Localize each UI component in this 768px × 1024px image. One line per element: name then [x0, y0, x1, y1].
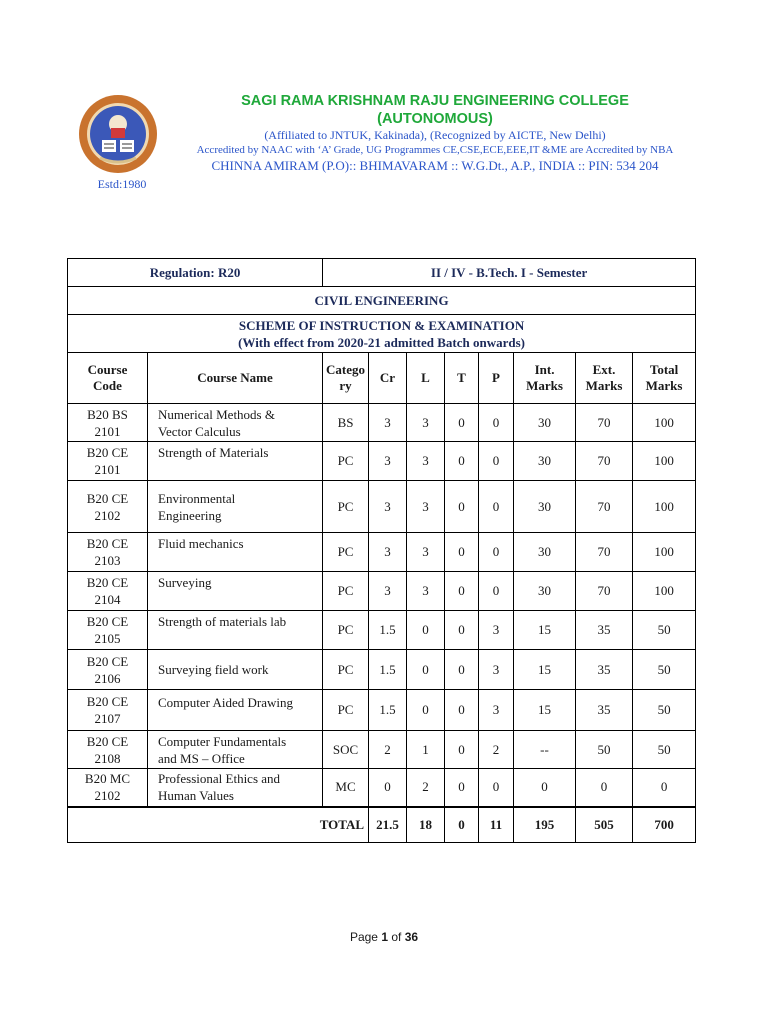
course-lecture: 1: [407, 731, 445, 769]
course-lecture: 3: [407, 442, 445, 481]
course-practical: 0: [479, 442, 514, 481]
course-name: Surveying: [148, 572, 323, 611]
course-total-marks: 0: [633, 769, 696, 807]
course-credits: 3: [369, 404, 407, 442]
autonomous-label: (AUTONOMOUS): [377, 111, 493, 127]
scheme-title-cell: [68, 315, 696, 353]
college-name: [185, 92, 685, 128]
course-practical: 0: [479, 481, 514, 533]
course-tutorial: 0: [445, 533, 479, 572]
course-int-marks: 15: [514, 650, 576, 690]
total-int-marks: 195: [514, 807, 576, 843]
course-total-marks: 50: [633, 690, 696, 731]
col-header-name: Course Name: [148, 353, 323, 404]
table-row: [68, 533, 696, 572]
course-code: B20 CE 2104: [68, 572, 148, 611]
course-category: PC: [323, 690, 369, 731]
college-letterhead: [70, 88, 710, 198]
course-credits: 0: [369, 769, 407, 807]
department-cell: CIVIL ENGINEERING: [68, 287, 696, 315]
scheme-title: SCHEME OF INSTRUCTION & EXAMINATION: [238, 317, 525, 333]
course-credits: 2: [369, 731, 407, 769]
table-row: [68, 572, 696, 611]
course-total-marks: 100: [633, 481, 696, 533]
course-total-marks: 100: [633, 404, 696, 442]
course-name: Fluid mechanics: [148, 533, 323, 572]
table-row: [68, 404, 696, 442]
course-category: PC: [323, 533, 369, 572]
page-number: 1: [381, 930, 388, 944]
scheme-title-row: [68, 315, 696, 353]
college-name-line: SAGI RAMA KRISHNAM RAJU ENGINEERING COLLEGE: [241, 93, 629, 109]
course-code: B20 MC 2102: [68, 769, 148, 807]
course-int-marks: 30: [514, 481, 576, 533]
course-tutorial: 0: [445, 650, 479, 690]
course-practical: 3: [479, 650, 514, 690]
course-credits: 3: [369, 572, 407, 611]
course-practical: 3: [479, 690, 514, 731]
course-code: B20 BS 2101: [68, 404, 148, 442]
course-credits: 3: [369, 481, 407, 533]
course-category: PC: [323, 481, 369, 533]
course-code: B20 CE 2105: [68, 611, 148, 650]
course-lecture: 0: [407, 650, 445, 690]
table-row: [68, 731, 696, 769]
course-ext-marks: 0: [576, 769, 633, 807]
course-int-marks: 30: [514, 533, 576, 572]
course-code: B20 CE 2103: [68, 533, 148, 572]
col-header-int: Int. Marks: [514, 353, 576, 404]
of-word: of: [391, 930, 402, 944]
table-row: [68, 481, 696, 533]
course-practical: 2: [479, 731, 514, 769]
course-int-marks: 15: [514, 611, 576, 650]
course-category: MC: [323, 769, 369, 807]
course-tutorial: 0: [445, 572, 479, 611]
course-credits: 3: [369, 442, 407, 481]
col-header-p: P: [479, 353, 514, 404]
course-ext-marks: 35: [576, 611, 633, 650]
page-footer: [0, 930, 768, 944]
course-total-marks: 100: [633, 572, 696, 611]
table-row: [68, 690, 696, 731]
course-code: B20 CE 2108: [68, 731, 148, 769]
course-credits: 1.5: [369, 650, 407, 690]
page-word: Page: [349, 930, 378, 944]
course-code: B20 CE 2102: [68, 481, 148, 533]
course-total-marks: 100: [633, 533, 696, 572]
total-label: TOTAL: [68, 807, 369, 843]
department-row: [68, 287, 696, 315]
established-year: Estd:1980: [97, 177, 147, 191]
course-code: B20 CE 2107: [68, 690, 148, 731]
course-int-marks: 15: [514, 690, 576, 731]
col-header-total: Total Marks: [633, 353, 696, 404]
course-name: Computer Fundamentals and MS – Office: [148, 731, 323, 769]
course-tutorial: 0: [445, 611, 479, 650]
course-tutorial: 0: [445, 731, 479, 769]
address-line: CHINNA AMIRAM (P.O):: BHIMAVARAM :: W.G.Dt., A.P., INDIA :: PIN: 534 204: [211, 158, 659, 173]
course-total-marks: 50: [633, 731, 696, 769]
course-category: PC: [323, 442, 369, 481]
col-header-category: Catego ry: [323, 353, 369, 404]
course-name: Numerical Methods & Vector Calculus: [148, 404, 323, 442]
table-row: [68, 650, 696, 690]
course-code: B20 CE 2106: [68, 650, 148, 690]
course-total-marks: 50: [633, 611, 696, 650]
course-lecture: 3: [407, 533, 445, 572]
course-int-marks: --: [514, 731, 576, 769]
course-ext-marks: 50: [576, 731, 633, 769]
college-logo-seal: [78, 94, 158, 174]
total-credits: 21.5: [369, 807, 407, 843]
course-credits: 1.5: [369, 690, 407, 731]
affiliation-line: (Affiliated to JNTUK, Kakinada), (Recognized by AICTE, New Delhi): [264, 128, 606, 142]
scheme-subtitle: (With effect from 2020-21 admitted Batch onwards): [238, 334, 526, 350]
course-category: PC: [323, 572, 369, 611]
course-int-marks: 30: [514, 442, 576, 481]
course-practical: 3: [479, 611, 514, 650]
course-credits: 1.5: [369, 611, 407, 650]
table-row: [68, 442, 696, 481]
total-ext-marks: 505: [576, 807, 633, 843]
course-ext-marks: 70: [576, 572, 633, 611]
course-name: Strength of materials lab: [148, 611, 323, 650]
course-name: Strength of Materials: [148, 442, 323, 481]
table-row: [68, 611, 696, 650]
page-total: 36: [404, 930, 419, 944]
accreditation-line: Accredited by NAAC with ‘A’ Grade, UG Programmes CE,CSE,ECE,EEE,IT &ME are Accredited by NBA: [196, 144, 674, 156]
course-category: BS: [323, 404, 369, 442]
course-lecture: 0: [407, 611, 445, 650]
course-tutorial: 0: [445, 769, 479, 807]
course-category: SOC: [323, 731, 369, 769]
total-total-marks: 700: [633, 807, 696, 843]
course-int-marks: 30: [514, 572, 576, 611]
regulation-row: [68, 259, 696, 287]
course-practical: 0: [479, 572, 514, 611]
semester-cell: II / IV - B.Tech. I - Semester: [323, 259, 696, 287]
course-practical: 0: [479, 533, 514, 572]
course-lecture: 3: [407, 481, 445, 533]
course-ext-marks: 35: [576, 690, 633, 731]
course-practical: 0: [479, 404, 514, 442]
table-row: [68, 769, 696, 807]
course-category: PC: [323, 611, 369, 650]
course-ext-marks: 70: [576, 404, 633, 442]
course-category: PC: [323, 650, 369, 690]
course-practical: 0: [479, 769, 514, 807]
course-total-marks: 50: [633, 650, 696, 690]
course-ext-marks: 70: [576, 442, 633, 481]
total-lecture: 18: [407, 807, 445, 843]
col-header-code: Course Code: [68, 353, 148, 404]
col-header-l: L: [407, 353, 445, 404]
course-int-marks: 0: [514, 769, 576, 807]
total-practical: 11: [479, 807, 514, 843]
course-lecture: 0: [407, 690, 445, 731]
regulation-cell: Regulation: R20: [68, 259, 323, 287]
course-lecture: 2: [407, 769, 445, 807]
course-name: Surveying field work: [148, 650, 323, 690]
total-row: [68, 807, 696, 843]
course-name: Professional Ethics and Human Values: [148, 769, 323, 807]
course-tutorial: 0: [445, 481, 479, 533]
course-ext-marks: 70: [576, 481, 633, 533]
course-lecture: 3: [407, 572, 445, 611]
course-tutorial: 0: [445, 442, 479, 481]
course-lecture: 3: [407, 404, 445, 442]
course-ext-marks: 35: [576, 650, 633, 690]
course-ext-marks: 70: [576, 533, 633, 572]
scheme-table: [67, 258, 696, 843]
col-header-ext: Ext. Marks: [576, 353, 633, 404]
column-header-row: [68, 353, 696, 404]
course-name: Computer Aided Drawing: [148, 690, 323, 731]
course-total-marks: 100: [633, 442, 696, 481]
course-credits: 3: [369, 533, 407, 572]
course-name: Environmental Engineering: [148, 481, 323, 533]
course-code: B20 CE 2101: [68, 442, 148, 481]
col-header-t: T: [445, 353, 479, 404]
course-int-marks: 30: [514, 404, 576, 442]
course-tutorial: 0: [445, 690, 479, 731]
col-header-cr: Cr: [369, 353, 407, 404]
course-tutorial: 0: [445, 404, 479, 442]
total-tutorial: 0: [445, 807, 479, 843]
